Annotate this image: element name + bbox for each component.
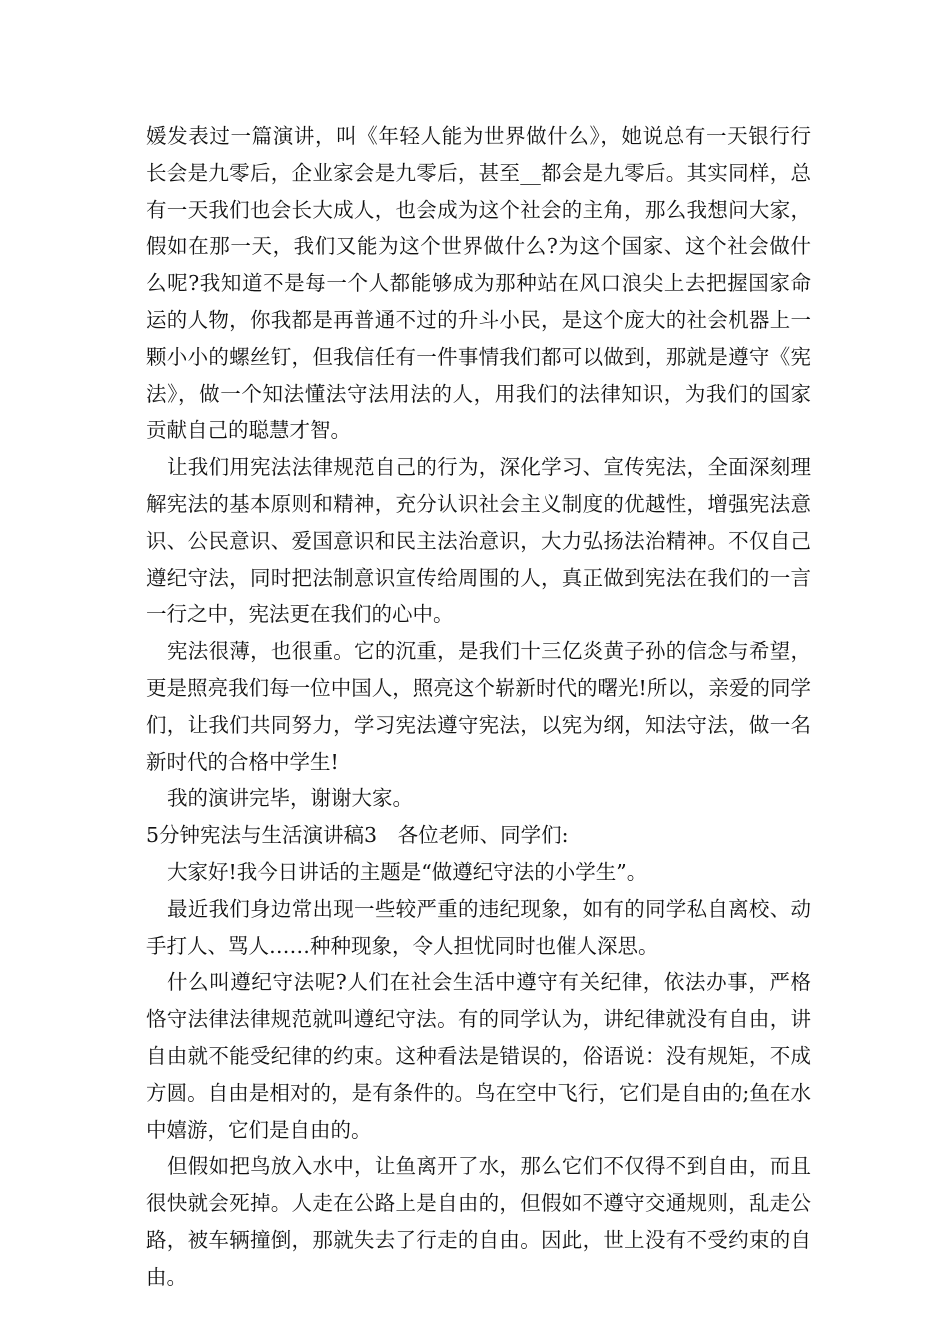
paragraph-8: 什么叫遵纪守法呢?人们在社会生活中遵守有关纪律，依法办事，严格恪守法律法律规范就叫遵纪守法。有的同学认为，讲纪律就没有自由，讲自由就不能受纪律的约束。这种看法是错误的，俗语说：没有规矩，不成方圆。自由是相对的，是有条件的。鸟在空中飞行，它们是自由的;鱼在水中嬉游，它们是自由的。 xyxy=(146,970,811,1142)
paragraph-6: 大家好!我今日讲话的主题是“做遵纪守法的小学生”。 xyxy=(167,859,648,884)
section-heading: 5分钟宪法与生活演讲稿3 各位老师、同学们: xyxy=(146,823,569,848)
document-body xyxy=(146,118,811,1296)
paragraph-2: 让我们用宪法法律规范自己的行为，深化学习、宣传宪法，全面深刻理解宪法的基本原则和精神，充分认识社会主义制度的优越性，增强宪法意识、公民意识、爱国意识和民主法治意识，大力弘扬法治精神。不仅自己遵纪守法，同时把法制意识宣传给周围的人，真正做到宪法在我们的一言一行之中，宪法更在我们的心中。 xyxy=(146,455,811,627)
paragraph-9: 但假如把鸟放入水中，让鱼离开了水，那么它们不仅得不到自由，而且很快就会死掉。人走在公路上是自由的，但假如不遵守交通规则，乱走公路，被车辆撞倒，那就失去了行走的自由。因此，世上没有不受约束的自由。 xyxy=(146,1154,811,1289)
paragraph-3: 宪法很薄，也很重。它的沉重，是我们十三亿炎黄子孙的信念与希望，更是照亮我们每一位中国人，照亮这个崭新时代的曙光!所以，亲爱的同学们，让我们共同努力，学习宪法遵守宪法，以宪为纲，知法守法，做一名新时代的合格中学生! xyxy=(146,639,811,774)
paragraph-7: 最近我们身边常出现一些较严重的违纪现象，如有的同学私自离校、动手打人、骂人……种种现象，令人担忧同时也催人深思。 xyxy=(146,896,811,958)
paragraph-1: 媛发表过一篇演讲，叫《年轻人能为世界做什么》，她说总有一天银行行长会是九零后，企业家会是九零后，甚至__都会是九零后。其实同样，总有一天我们也会长大成人，也会成为这个社会的主角，那么我想问大家，假如在那一天，我们又能为这个世界做什么?为这个国家、这个社会做什么呢?我知道不是每一个人都能够成为那种站在风口浪尖上去把握国家命运的人物，你我都是再普通不过的升斗小民，是这个庞大的社会机器上一颗小小的螺丝钉，但我信任有一件事情我们都可以做到，那就是遵守《宪法》，做一个知法懂法守法用法的人，用我们的法律知识，为我们的国家贡献自己的聪慧才智。 xyxy=(146,124,811,443)
paragraph-4: 我的演讲完毕，谢谢大家。 xyxy=(167,786,413,811)
